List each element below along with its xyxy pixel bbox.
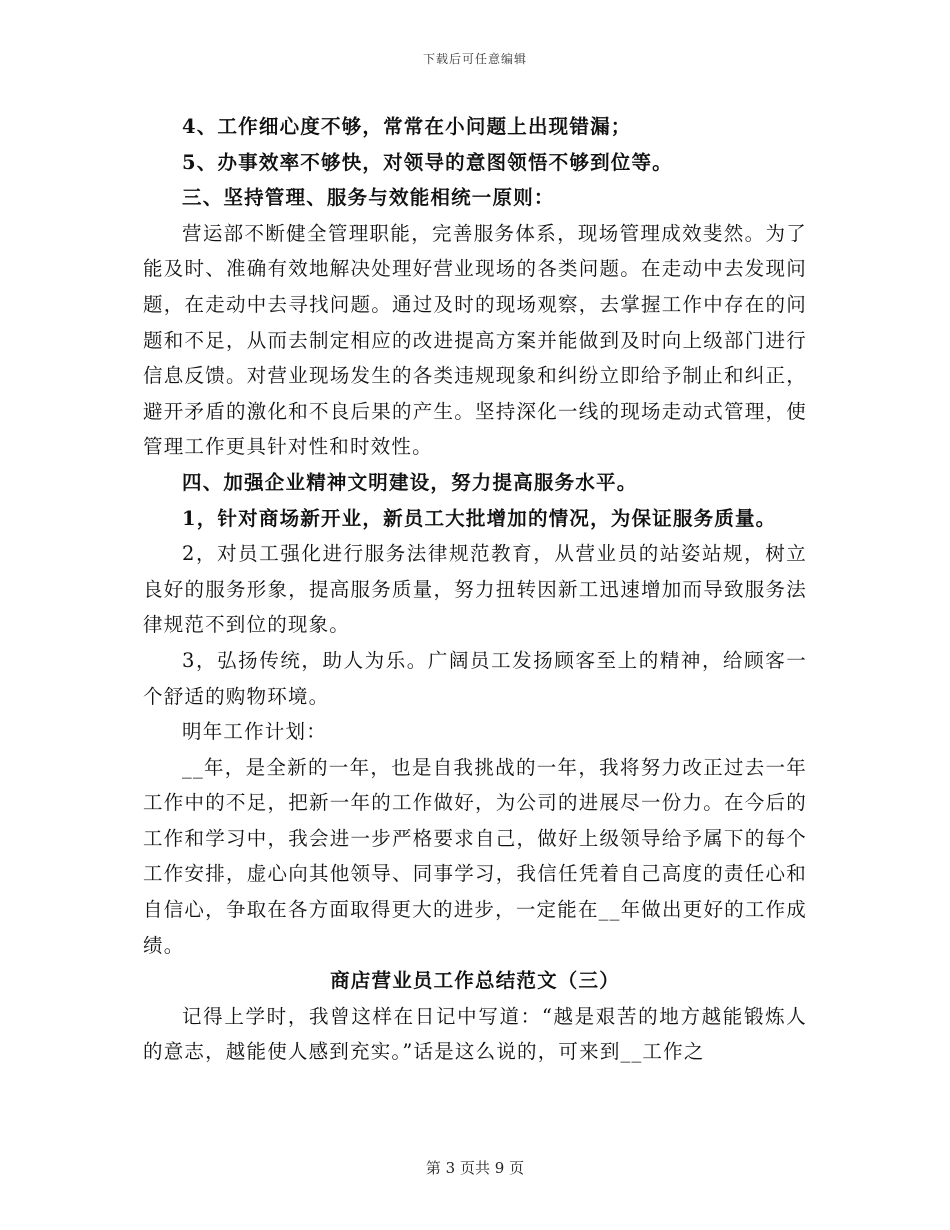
section-heading-3: 三、坚持管理、服务与效能相统一原则： xyxy=(182,186,555,210)
list-item-5: 5、办事效率不够快，对领导的意图领悟不够到位等。 xyxy=(182,150,673,174)
list-item-2: 2，对员工强化进行服务法律规范教育，从营业员的站姿站规，树立良好的服务形象，提高服务质量，努力扭转因新工迅速增加而导致服务法律规范不到位的现象。 xyxy=(143,542,807,637)
list-item-1: 1，针对商场新开业，新员工大批增加的情况，为保证服务质量。 xyxy=(182,506,777,530)
article-title: 商店营业员工作总结范文（三） xyxy=(330,969,620,993)
paragraph-operations: 营运部不断健全管理职能，完善服务体系，现场管理成效斐然。为了能及时、准确有效地解决处理好营业现场的各类问题。在走动中去发现问题，在走动中去寻找问题。通过及时的现场观察，去掌握工作中存在的问题和不足，从而去制定相应的改进提高方案并能做到及时向上级部门进行信息反馈。对营业现场发生的各类违规现象和纠纷立即给予制止和纠正，避开矛盾的激化和不良后果的产生。坚持深化一线的现场走动式管理，使管理工作更具针对性和时效性。 xyxy=(143,221,807,459)
paragraph-intro: 记得上学时，我曾这样在日记中写道：“越是艰苦的地方越能锻炼人的意志，越能使人感到充实。”话是这么说的，可来到__工作之 xyxy=(143,1004,807,1064)
document-body xyxy=(143,109,807,1070)
header-note: 下载后可任意编辑 xyxy=(422,52,527,66)
page-number: 第 3 页共 9 页 xyxy=(425,1159,525,1177)
list-item-3: 3，弘扬传统，助人为乐。广阔员工发扬顾客至上的精神，给顾客一个舒适的购物环境。 xyxy=(143,648,807,708)
plan-label: 明年工作计划： xyxy=(182,720,327,744)
list-item-4: 4、工作细心度不够，常常在小问题上出现错漏； xyxy=(182,115,632,138)
paragraph-plan: __年，是全新的一年，也是自我挑战的一年，我将努力改正过去一年工作中的不足，把新一年的工作做好，为公司的进展尽一份力。在今后的工作和学习中，我会进一步严格要求自己，做好上级领导给予属下的每个工作安排，虚心向其他领导、同事学习，我信任凭着自己高度的责任心和自信心，争取在各方面取得更大的进步，一定能在__年做出更好的工作成绩。 xyxy=(143,755,807,957)
section-heading-4: 四、加强企业精神文明建设，努力提高服务水平。 xyxy=(182,470,638,494)
